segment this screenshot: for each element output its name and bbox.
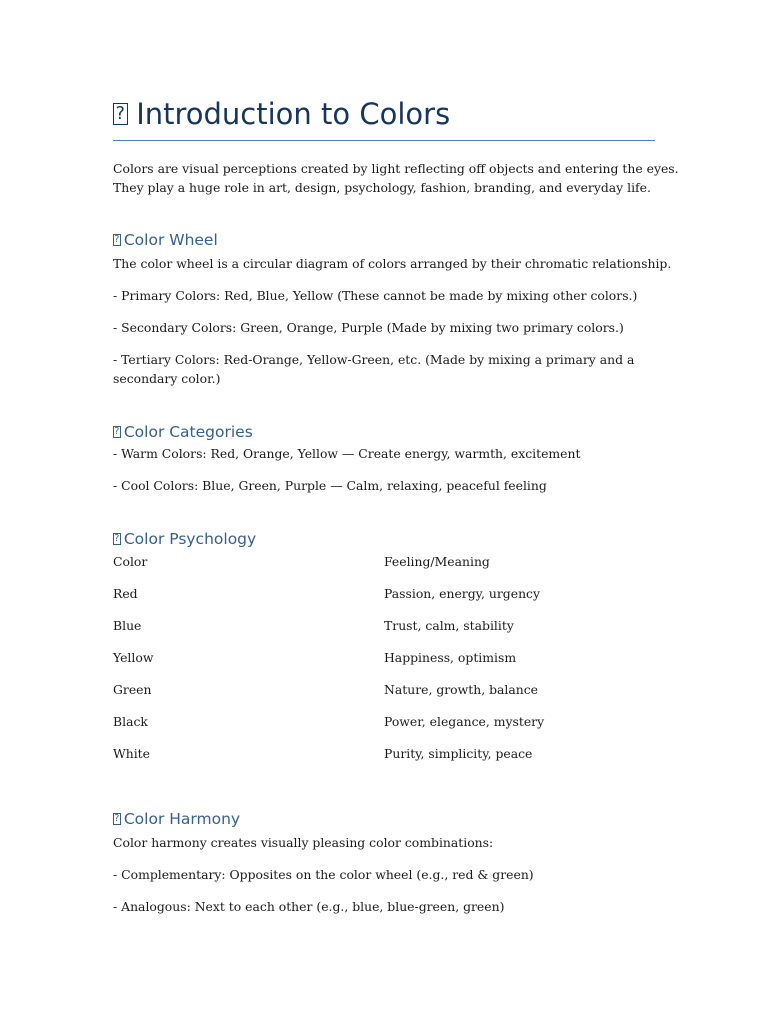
missing-glyph-icon [113, 426, 121, 438]
missing-glyph-icon [113, 103, 128, 126]
table-cell-meaning: Happiness, optimism [384, 650, 517, 665]
table-cell-color: Blue [113, 618, 142, 633]
color-harmony-description: Color harmony creates visually pleasing color combinations: [113, 835, 494, 850]
analogous-item: - Analogous: Next to each other (e.g., blue, blue-green, green) [113, 899, 505, 914]
document-title [113, 94, 655, 141]
section-heading-color-categories: ?Color Categories [113, 422, 253, 442]
tertiary-colors-item-line-1: - Tertiary Colors: Red-Orange, Yellow-Green, etc. (Made by mixing a primary and a [113, 352, 635, 367]
missing-glyph-icon [113, 234, 121, 246]
warm-colors-item: - Warm Colors: Red, Orange, Yellow — Create energy, warmth, excitement [113, 446, 581, 461]
cool-colors-item: - Cool Colors: Blue, Green, Purple — Calm, relaxing, peaceful feeling [113, 478, 547, 493]
table-cell-color: Yellow [113, 650, 154, 665]
primary-colors-item: - Primary Colors: Red, Blue, Yellow (These cannot be made by mixing other colors.) [113, 288, 638, 303]
missing-glyph-icon [113, 813, 121, 825]
table-cell-color: Black [113, 714, 148, 729]
section-heading-color-harmony: ?Color Harmony [113, 809, 240, 829]
table-cell-meaning: Trust, calm, stability [384, 618, 514, 633]
section-heading-color-psychology: ?Color Psychology [113, 529, 256, 549]
table-cell-meaning: Power, elegance, mystery [384, 714, 545, 729]
section-heading-color-wheel: ?Color Wheel [113, 230, 218, 250]
table-cell-meaning: Purity, simplicity, peace [384, 746, 533, 761]
complementary-item: - Complementary: Opposites on the color wheel (e.g., red & green) [113, 867, 534, 882]
intro-paragraph-line-2: They play a huge role in art, design, psychology, fashion, branding, and everyday life. [113, 180, 651, 195]
table-cell-meaning: Nature, growth, balance [384, 682, 538, 697]
intro-paragraph-line-1: Colors are visual perceptions created by light reflecting off objects and entering the eyes. [113, 161, 679, 176]
tertiary-colors-item-line-2: secondary color.) [113, 371, 221, 386]
secondary-colors-item: - Secondary Colors: Green, Orange, Purple (Made by mixing two primary colors.) [113, 320, 624, 335]
table-header-meaning: Feeling/Meaning [384, 554, 490, 569]
table-cell-color: Green [113, 682, 152, 697]
color-wheel-description: The color wheel is a circular diagram of colors arranged by their chromatic relationship. [113, 256, 672, 271]
missing-glyph-icon [113, 533, 121, 545]
table-cell-meaning: Passion, energy, urgency [384, 586, 540, 601]
table-cell-color: Red [113, 586, 138, 601]
table-cell-color: White [113, 746, 150, 761]
document-title-text: Introduction to Colors [136, 97, 451, 131]
table-header-color: Color [113, 554, 148, 569]
